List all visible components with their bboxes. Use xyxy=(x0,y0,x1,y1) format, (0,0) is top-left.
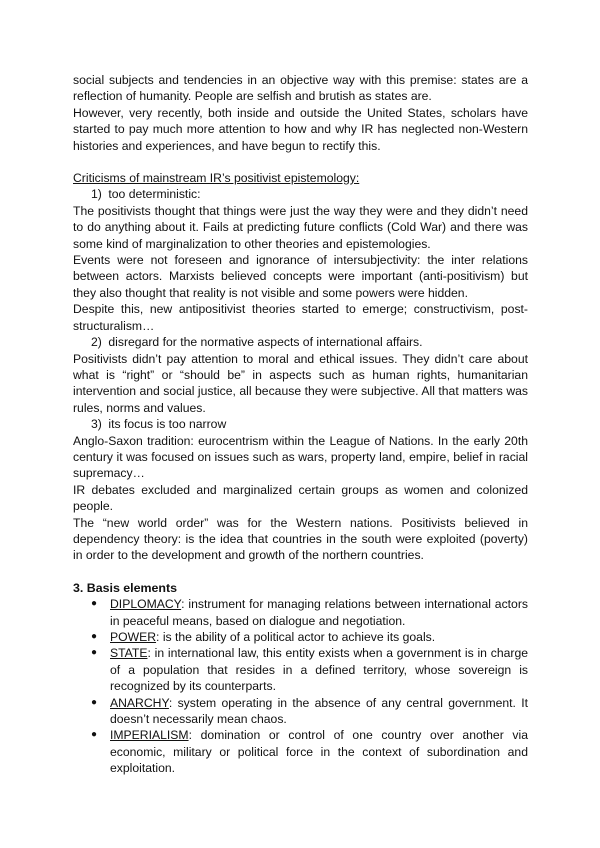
definition: : is the ability of a political actor to achieve its goals. xyxy=(156,630,436,644)
criticism-number: 1) xyxy=(91,187,102,202)
term: POWER xyxy=(110,630,157,644)
definition: : instrument for managing relations between international actors in peaceful means, based on dialogue and negotiation. xyxy=(110,597,528,628)
criticism-title: too deterministic: xyxy=(108,187,201,202)
term: STATE xyxy=(110,646,148,661)
criticism-title: its focus is too narrow xyxy=(108,417,227,432)
bullet-icon: ● xyxy=(91,647,98,659)
criticisms-heading: Criticisms of mainstream IR’s positivist epistemology: xyxy=(73,171,360,186)
definition: : system operating in the absence of any central government. It doesn’t necessarily mean chaos. xyxy=(110,695,528,727)
basis-item-imperialism xyxy=(73,727,528,776)
criticism-3-paragraph: The “new world order” was for the Western nations. Positivists believed in dependency theory: is the idea that countries in the south were exploited (poverty) in order to the development and growth of the northern countries. xyxy=(73,515,528,563)
definition: : in international law, this entity exists when a government is in charge of a population that resides in a defined territory, whose sovereign is recognized by its counterparts. xyxy=(110,646,528,694)
bullet-icon: ● xyxy=(91,729,98,741)
criticism-1-paragraph: Despite this, new antipositivist theories started to emerge; constructivism, post-structuralism… xyxy=(73,302,528,333)
basis-list xyxy=(73,596,528,776)
criticism-number: 2) xyxy=(91,335,102,350)
criticism-item-2 xyxy=(73,334,528,350)
criticism-number: 3) xyxy=(91,417,102,432)
basis-item-power xyxy=(73,629,528,645)
bullet-icon: ● xyxy=(91,696,98,708)
bullet-icon: ● xyxy=(91,598,98,610)
criticism-title: disregard for the normative aspects of international affairs. xyxy=(108,335,423,350)
criticism-1-paragraph: Events were not foreseen and ignorance of intersubjectivity: the inter relations between actors. Marxists believed concepts were important (anti-positivism) but they also thought that reality is not visible and some powers were hidden. xyxy=(73,253,528,300)
criticism-item-3 xyxy=(73,416,528,432)
basis-item-diplomacy xyxy=(73,596,528,629)
term: ANARCHY xyxy=(110,695,169,710)
basis-item-anarchy xyxy=(73,695,528,728)
criticism-item-1 xyxy=(73,186,528,202)
basis-item-state xyxy=(73,645,528,694)
term: IMPERIALISM xyxy=(110,728,189,743)
criticism-3-paragraph: IR debates excluded and marginalized certain groups as women and colonized people. xyxy=(73,482,528,514)
criticism-3-paragraph: Anglo-Saxon tradition: eurocentrism within the League of Nations. In the early 20th century it was focused on issues such as wars, property land, empire, belief in racial supremacy… xyxy=(73,433,528,481)
definition: : domination or control of one country over another via economic, military or political force in the context of subordination and exploitation. xyxy=(110,728,528,776)
criticism-2-paragraph: Positivists didn’t pay attention to moral and ethical issues. They didn’t care about what is “right” or “should be” in aspects such as human rights, humanitarian intervention and social justice, all because they were subjective. All that matters was rules, norms and values. xyxy=(73,351,528,415)
basis-heading: 3. Basis elements xyxy=(73,580,178,595)
intro-paragraph-1: social subjects and tendencies in an objective way with this premise: states are a reflection of humanity. People are selfish and brutish as states are. xyxy=(73,73,528,104)
criticism-1-paragraph: The positivists thought that things were just the way they were and they didn’t need to do anything about it. Fails at predicting future conflicts (Cold War) and there was some kind of marginalization to other theories and epistemologies. xyxy=(73,203,528,251)
intro-paragraph-2: However, very recently, both inside and outside the United States, scholars have started to pay much more attention to how and why IR has neglected non-Western histories and experiences, and have begun to rectify this. xyxy=(73,105,528,153)
term: DIPLOMACY xyxy=(110,597,182,612)
bullet-icon: ● xyxy=(91,631,98,642)
